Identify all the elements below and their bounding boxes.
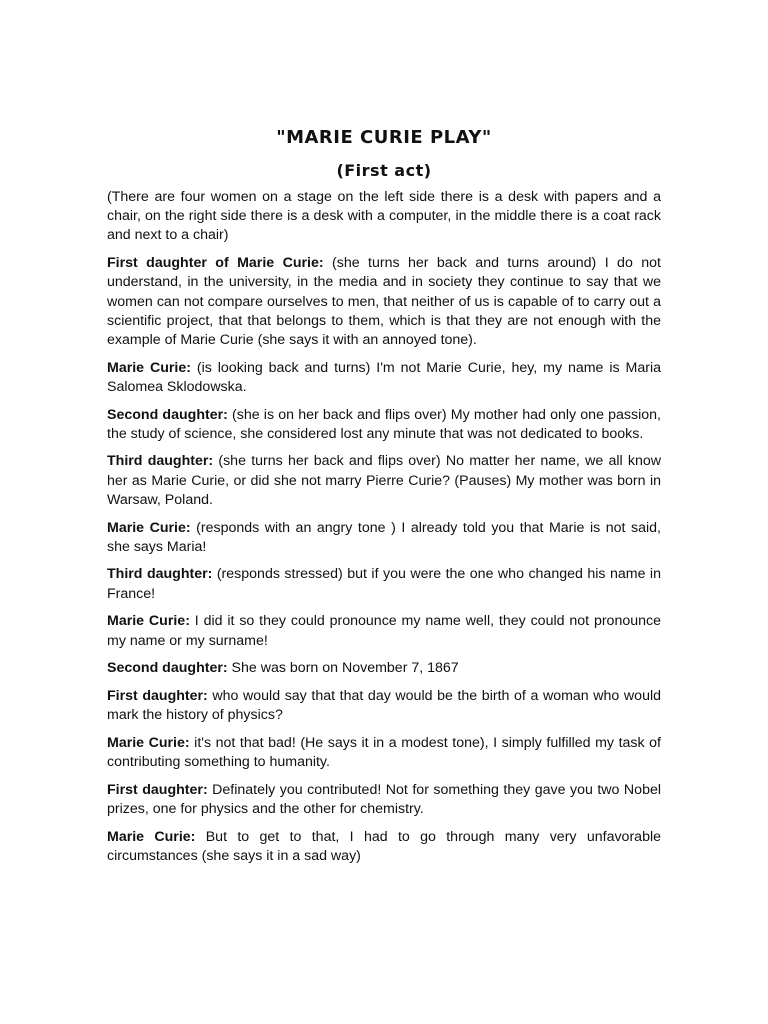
dialogue-line	[107, 452, 661, 510]
dialogue-line	[107, 612, 661, 650]
line-text: Definately you contributed! Not for something they gave you two Nobel prizes, one for physics and the other for chemistry.	[107, 781, 662, 817]
dialogue-line	[107, 254, 661, 350]
speaker-name: Marie Curie:	[107, 359, 191, 376]
line-text: (she is on her back and flips over) My mother had only one passion, the study of science, she considered lost any minute that was not dedicated to books.	[107, 406, 661, 442]
dialogue-line	[107, 565, 661, 603]
line-text: who would say that that day would be the birth of a woman who would mark the history of physics?	[107, 687, 661, 724]
dialogue-line	[107, 734, 661, 772]
speaker-name: Third daughter:	[107, 453, 214, 470]
line-text: (responds with an angry tone ) I already told you that Marie is not said, she says Maria!	[107, 519, 661, 555]
line-text: it's not that bad! (He says it in a modest tone), I simply fulfilled my task of contributing something to humanity.	[107, 734, 661, 771]
dialogue-line	[107, 781, 661, 819]
line-text: (is looking back and turns) I'm not Marie Curie, hey, my name is Maria Salomea Sklodowska.	[107, 359, 661, 395]
stage-direction: (There are four women on a stage on the left side there is a desk with papers and a chair, on the right side there is a desk with a computer, in the middle there is a coat rack and next to a chair)	[107, 189, 661, 244]
speaker-name: Second daughter:	[107, 660, 228, 677]
speaker-name: Marie Curie:	[107, 613, 190, 630]
play-title: "MARIE CURIE PLAY"	[276, 127, 492, 148]
speaker-name: Second daughter:	[107, 406, 228, 423]
speaker-name: Third daughter:	[107, 566, 213, 583]
speaker-name: First daughter of Marie Curie:	[107, 255, 324, 272]
dialogue-line	[107, 659, 661, 678]
act-subtitle: (First act)	[336, 161, 432, 180]
line-text: (responds stressed) but if you were the one who changed his name in France!	[107, 566, 661, 602]
speaker-name: First daughter:	[107, 781, 208, 798]
dialogue-line	[107, 406, 661, 444]
dialogue-line	[107, 359, 661, 397]
dialogue-line	[107, 687, 661, 725]
speaker-name: Marie Curie:	[107, 828, 196, 845]
document-page	[107, 126, 661, 875]
line-text: She was born on November 7, 1867	[227, 660, 459, 677]
line-text: But to get to that, I had to go through many very unfavorable circumstances (she says it in a sad way)	[107, 828, 661, 864]
speaker-name: Marie Curie:	[107, 734, 190, 751]
speaker-name: First daughter:	[107, 687, 208, 704]
speaker-name: Marie Curie:	[107, 519, 191, 536]
line-text: (she turns her back and turns around) I do not understand, in the university, in the media and in society they continue to say that we women can not compare ourselves to men, that neither of us is capable of to carry out a scientific project, that that belongs to them, which is that they are not enough with the example of Marie Curie (she says it with an annoyed tone).	[107, 255, 661, 348]
dialogue-line	[107, 519, 661, 557]
dialogue-line	[107, 828, 661, 866]
line-text: I did it so they could pronounce my name well, they could not pronounce my name or my surname!	[107, 613, 661, 649]
line-text: (she turns her back and flips over) No matter her name, we all know her as Marie Curie, or did she not marry Pierre Curie? (Pauses) My mother was born in Warsaw, Poland.	[107, 453, 661, 508]
